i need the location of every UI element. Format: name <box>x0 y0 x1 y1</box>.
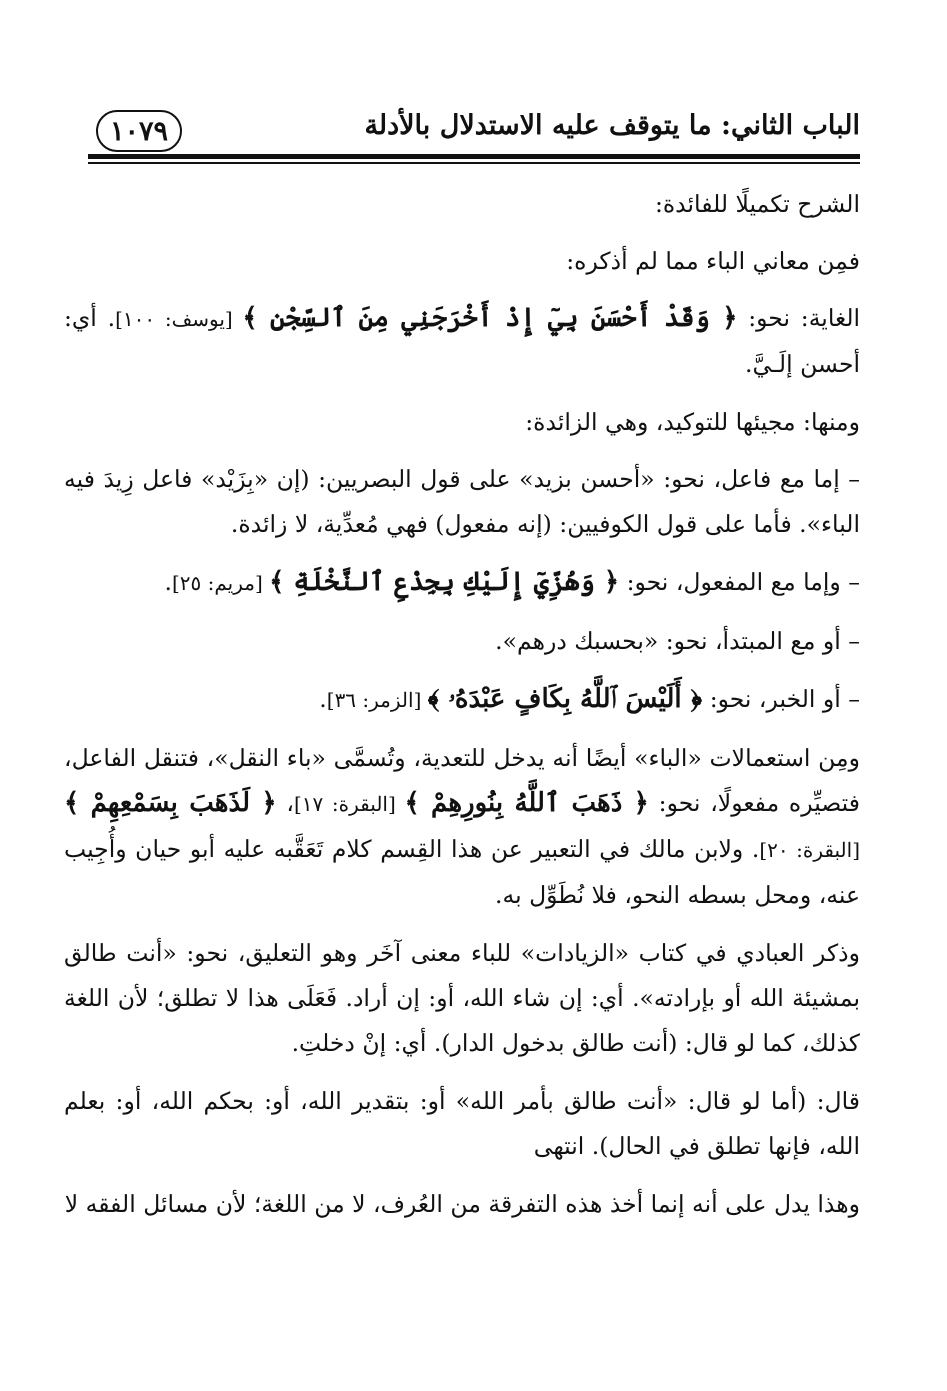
paragraph-transitive-ba <box>64 736 860 918</box>
paragraph-khabar-case <box>64 677 860 723</box>
text-segment: . <box>319 685 327 713</box>
verse-reference: [الزمر: ٣٦] <box>326 688 428 712</box>
paragraph-quote: قال: (أما لو قال: «أنت طالق بأمر الله» أو: بتقدير الله، أو: بحكم الله، أو: بعلم الله، فإنها تطلق في الحال). انتهى <box>64 1087 860 1160</box>
paragraph-subject-case: – إما مع فاعل، نحو: «أحسن بزيد» على قول البصريين: (إن «بِزَيْد» فاعل زِيدَ فيه الباء». فأما على قول الكوفيين: (إنه مفعول) فهي مُعدِّية، لا زائدة. <box>64 465 860 538</box>
paragraph-object-case <box>64 560 860 606</box>
verse-reference: [البقرة: ٢٠] <box>759 838 861 862</box>
text-segment: – أو الخبر، نحو: <box>702 685 860 713</box>
text-segment: ، <box>276 789 294 817</box>
paragraph-mubtada-case: – أو مع المبتدأ، نحو: «بحسبك درهم». <box>495 627 860 655</box>
paragraph-emphasis-heading: ومنها: مجيئها للتوكيد، وهي الزائدة: <box>525 408 860 436</box>
page-body <box>64 182 860 1240</box>
text-segment: الغاية: نحو: <box>737 304 861 332</box>
quran-verse: ﴿ ذَهَبَ ٱللَّهُ بِنُورِهِمْ ﴾ <box>404 788 649 818</box>
header-rule-thick <box>88 154 860 159</box>
running-title: الباب الثاني: ما يتوقف عليه الاستدلال بالأدلة <box>364 110 860 141</box>
quran-verse: ﴿ أَلَيْسَ ٱللَّهُ بِكَافٍ عَبْدَهُۥ ﴾ <box>427 684 703 714</box>
text-segment: . ولابن مالك في التعبير عن هذا القِسم كلام تَعَقَّبه عليه أبو حيان وأُجِيب عنه، ومحل بسطه النحو، فلا نُطَوِّل به. <box>64 835 860 909</box>
quran-verse: ﴿ وَهُزِّيٓ إِلَيْكِ بِجِذْعِ ٱلنَّخْلَةِ ﴾ <box>269 567 620 597</box>
paragraph-intro: الشرح تكميلًا للفائدة: <box>654 190 860 218</box>
text-segment: . <box>164 568 172 596</box>
paragraph-conclusion: وهذا يدل على أنه إنما أخذ هذه التفرقة من العُرف، لا من اللغة؛ لأن مسائل الفقه لا <box>64 1190 860 1218</box>
page-number: ١٠٧٩ <box>109 115 168 147</box>
page-number-badge <box>96 110 182 152</box>
verse-reference: [البقرة: ١٧] <box>293 792 405 816</box>
verse-reference: [يوسف: ١٠٠] <box>115 307 243 331</box>
text-segment: . أي: أحسن إلَـيَّ. <box>64 304 860 378</box>
paragraph-meanings-heading: فمِن معاني الباء مما لم أذكره: <box>566 247 860 275</box>
page-header <box>88 108 860 160</box>
text-segment: ومِن استعمالات «الباء» أيضًا أنه يدخل للتعدية، وتُسمَّى «باء النقل»، فتنقل الفاعل، فتصيِّره مفعولًا، نحو: <box>64 744 860 817</box>
text-segment: – وإما مع المفعول، نحو: <box>619 568 860 596</box>
header-rule-thin <box>88 162 860 164</box>
paragraph-abbadi: وذكر العبادي في كتاب «الزيادات» للباء معنى آخَر وهو التعليق، نحو: «أنت طالق بمشيئة الله أو بإرادته». أي: إن شاء الله، أو: إن أراد. فَعَلَى هذا لا تطلق؛ لأن اللغة كذلك، كما لو قال: (أنت طالق بدخول الدار). أي: إنْ دخلتِ. <box>64 939 860 1057</box>
paragraph-purpose <box>64 296 860 387</box>
verse-reference: [مريم: ٢٥] <box>171 571 270 595</box>
quran-verse: ﴿ وَقَدْ أَحْسَنَ بِيٓ إِذْ أَخْرَجَنِي مِنَ ٱلسِّجْنِ ﴾ <box>242 303 738 333</box>
quran-verse: ﴿ لَذَهَبَ بِسَمْعِهِمْ ﴾ <box>64 788 277 818</box>
